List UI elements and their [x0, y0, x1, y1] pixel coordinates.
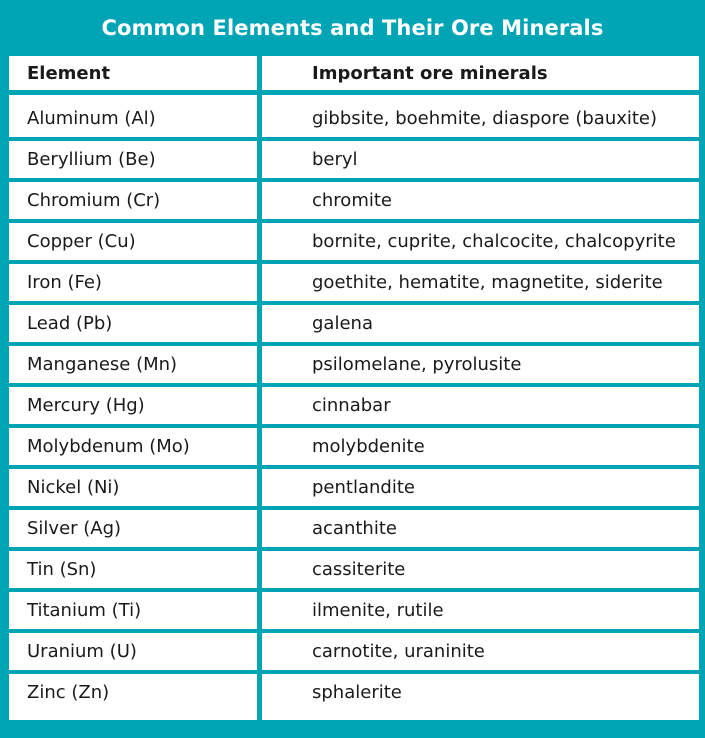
cell-element: Copper (Cu)	[27, 231, 136, 252]
table-row	[9, 182, 699, 219]
cell-element: Nickel (Ni)	[27, 477, 120, 498]
cell-element: Chromium (Cr)	[27, 190, 161, 211]
table-row	[9, 674, 699, 711]
table-row	[9, 264, 699, 301]
table-title: Common Elements and Their Ore Minerals	[101, 16, 604, 40]
table-row	[9, 141, 699, 178]
cell-minerals: sphalerite	[312, 682, 402, 703]
table-row	[9, 551, 699, 588]
cell-minerals: gibbsite, boehmite, diaspore (bauxite)	[312, 108, 658, 129]
table-row	[9, 305, 699, 342]
cell-element: Beryllium (Be)	[27, 149, 156, 170]
header-divider	[9, 90, 699, 95]
cell-minerals: cinnabar	[312, 395, 391, 416]
cell-element: Silver (Ag)	[27, 518, 122, 539]
table-row	[9, 387, 699, 424]
cell-minerals: chromite	[312, 190, 392, 211]
cell-element: Titanium (Ti)	[27, 600, 142, 621]
cell-element: Aluminum (Al)	[27, 108, 156, 129]
cell-minerals: cassiterite	[312, 559, 406, 580]
table-row	[9, 592, 699, 629]
cell-element: Tin (Sn)	[27, 559, 97, 580]
cell-minerals: beryl	[312, 149, 358, 170]
header-element: Element	[27, 62, 111, 84]
cell-element: Zinc (Zn)	[27, 682, 110, 703]
cell-minerals: psilomelane, pyrolusite	[312, 354, 522, 375]
table-row	[9, 633, 699, 670]
table-row	[9, 510, 699, 547]
table-header-row	[9, 56, 699, 90]
ore-minerals-table	[9, 56, 699, 720]
cell-minerals: carnotite, uraninite	[312, 641, 485, 662]
cell-element: Mercury (Hg)	[27, 395, 145, 416]
cell-minerals: acanthite	[312, 518, 397, 539]
cell-element: Manganese (Mn)	[27, 354, 178, 375]
cell-element: Uranium (U)	[27, 641, 137, 662]
cell-element: Iron (Fe)	[27, 272, 102, 293]
cell-element: Lead (Pb)	[27, 313, 113, 334]
header-minerals: Important ore minerals	[312, 62, 548, 84]
column-divider	[257, 56, 262, 720]
cell-element: Molybdenum (Mo)	[27, 436, 190, 457]
cell-minerals: bornite, cuprite, chalcocite, chalcopyrite	[312, 231, 676, 252]
cell-minerals: galena	[312, 313, 373, 334]
table-row	[9, 223, 699, 260]
cell-minerals: pentlandite	[312, 477, 415, 498]
table-row	[9, 428, 699, 465]
cell-minerals: ilmenite, rutile	[312, 600, 444, 621]
table-row	[9, 469, 699, 506]
cell-minerals: molybdenite	[312, 436, 425, 457]
table-row	[9, 100, 699, 137]
table-row	[9, 346, 699, 383]
cell-minerals: goethite, hematite, magnetite, siderite	[312, 272, 663, 293]
